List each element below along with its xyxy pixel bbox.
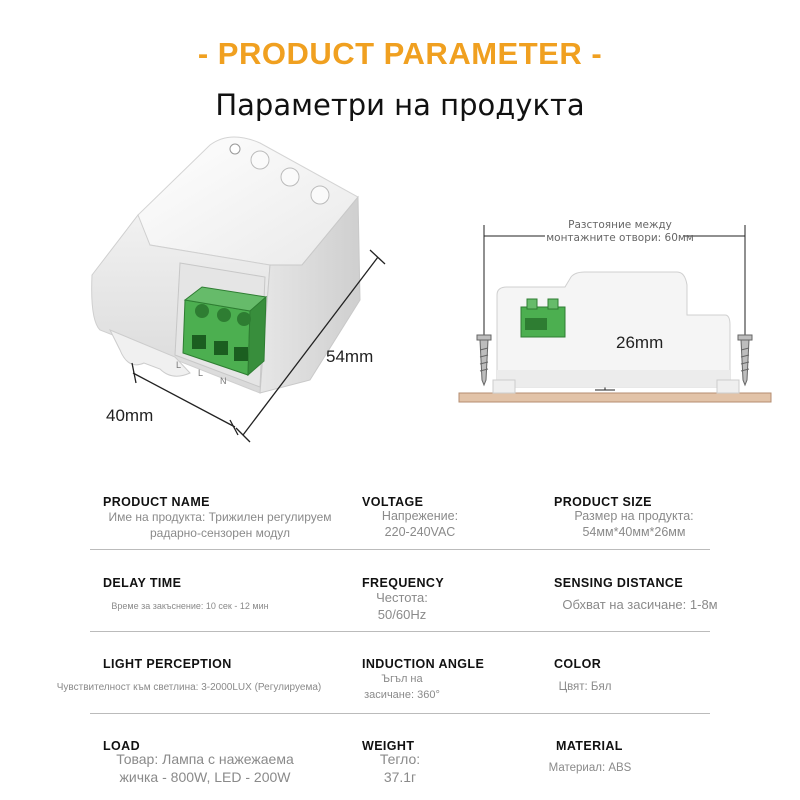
- param-value-product-name: Име на продукта: Трижилен регулируем радарно-сензорен модул: [108, 510, 332, 540]
- param-label-delay-time: DELAY TIME: [103, 576, 182, 590]
- param-value-voltage-line1: Напрежение:: [381, 509, 459, 523]
- table-divider-2: [90, 631, 710, 632]
- left-screw: [477, 335, 491, 385]
- led-indicator: [230, 144, 240, 154]
- terminal-label-2: L: [198, 368, 204, 378]
- param-value-load-line2: жичка - 800W, LED - 200W: [119, 769, 291, 785]
- mounting-hole-distance-note: Разстояние между монтажните отвори: 60мм: [546, 219, 694, 244]
- param-value-weight-line2: 37.1г: [383, 769, 417, 785]
- param-value-delay-time: Време за закъснение: 10 сек - 12 мин: [111, 601, 269, 611]
- param-label-load: LOAD: [103, 739, 141, 753]
- page-subtitle: Параметри на продукта: [215, 88, 585, 122]
- adjust-knob-3: [311, 186, 329, 204]
- param-value-weight-line1: Тегло:: [379, 751, 421, 767]
- param-label-product-name: PRODUCT NAME: [103, 495, 210, 509]
- terminal-label-1: L: [176, 360, 182, 370]
- param-label-frequency: FREQUENCY: [362, 576, 445, 590]
- param-value-frequency-line1: Честота:: [376, 590, 428, 605]
- param-value-light-perception: Чувствителност към светлина: 3-2000LUX (Регулируема): [56, 682, 322, 693]
- terminal-label-3: N: [220, 376, 227, 386]
- param-value-color: Цвят: Бял: [558, 681, 612, 693]
- param-label-material: MATERIAL: [556, 739, 623, 753]
- param-label-light-perception: LIGHT PERCEPTION: [103, 657, 232, 671]
- table-divider-1: [90, 549, 710, 550]
- param-label-induction-angle: INDUCTION ANGLE: [362, 657, 485, 671]
- param-value-material: Материал: ABS: [548, 762, 632, 774]
- product-isometric-illustration: [80, 125, 400, 445]
- param-value-induction-angle-line1: Ъгъл на: [381, 673, 423, 685]
- right-screw: [738, 335, 752, 385]
- param-value-voltage-line2: 220-240VAC: [384, 525, 456, 539]
- dimension-label-width: 40mm: [106, 406, 154, 425]
- param-label-sensing-distance: SENSING DISTANCE: [554, 576, 684, 590]
- param-label-product-size: PRODUCT SIZE: [554, 495, 652, 509]
- param-value-sensing-distance: Обхват на засичане: 1-8м: [562, 597, 718, 612]
- param-value-product-size-line2: 54мм*40мм*26мм: [582, 525, 686, 539]
- param-value-load-line1: Товар: Лампа с нажежаема: [116, 751, 294, 767]
- adjust-knob-1: [251, 151, 269, 169]
- param-label-weight: WEIGHT: [362, 739, 415, 753]
- param-label-voltage: VOLTAGE: [362, 495, 424, 509]
- param-label-color: COLOR: [554, 657, 602, 671]
- param-value-product-size-line1: Размер на продукта:: [574, 509, 694, 523]
- param-value-induction-angle-line2: засичане: 360°: [364, 689, 440, 701]
- mounting-board: [459, 393, 771, 402]
- table-divider-3: [90, 713, 710, 714]
- param-value-frequency-line2: 50/60Hz: [377, 607, 427, 622]
- dimension-label-height: 26mm: [616, 333, 664, 352]
- dimension-label-length: 54mm: [326, 347, 374, 366]
- page-title: - PRODUCT PARAMETER -: [197, 36, 603, 71]
- adjust-knob-2: [281, 168, 299, 186]
